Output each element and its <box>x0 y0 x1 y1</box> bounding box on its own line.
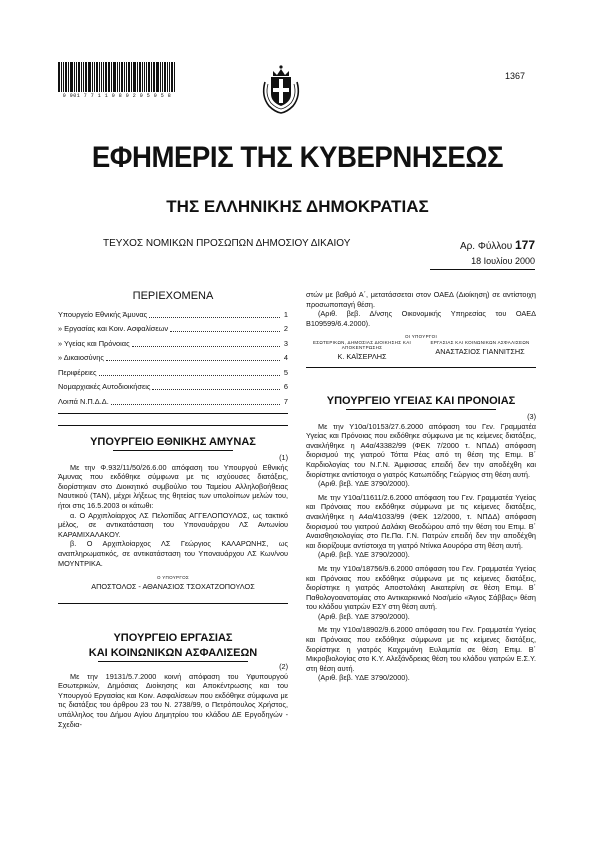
section-divider <box>58 425 288 426</box>
defense-section <box>58 425 288 604</box>
signature-title: ΟΙ ΥΠΟΥΡΓΟΙ <box>404 334 438 340</box>
labor-heading-line2: ΚΑΙ ΚΟΙΝΩΝΙΚΩΝ ΑΣΦΑΛΙΣΕΩΝ <box>88 647 258 659</box>
signature-role: ΕΣΩΤΕΡΙΚΩΝ, ΔΗΜΟΣΙΑΣ ΔΙΟΙΚΗΣΗΣ ΚΑΙ ΑΠΟΚΕΝΤΡΩΣΗΣ <box>312 340 412 351</box>
toc-row <box>58 307 288 322</box>
sheet-number: 177 <box>514 238 535 252</box>
defense-paragraph: α. Ο Αρχιπλοίαρχος ΛΣ Πελοπίδας ΑΓΓΕΛΟΠΟΥΛΟΣ, ως τακτικό μέλος, σε αντικατάσταση του Υποναυάρχου ΛΣ Αντωνίου ΚΑΡΑΜΙΧΑΛΑΚΟΥ. <box>58 510 288 539</box>
section-divider <box>58 603 288 604</box>
labor-paragraph: στών με βαθμό Α΄, μετατάσσεται στον ΟΑΕΔ (Διοίκηση) σε αντίστοιχη προσωποπαγή θέση. <box>306 290 536 309</box>
toc-divider <box>58 413 288 414</box>
signature-name: ΑΠΟΣΤΟΛΟΣ - ΑΘΑΝΑΣΙΟΣ ΤΣΟΧΑΤΖΟΠΟΥΛΟΣ <box>91 582 255 592</box>
date-underline <box>430 269 535 270</box>
toc-page: 7 <box>283 396 288 406</box>
heading-underline <box>113 450 233 451</box>
gazette-title: ΕΦΗΜΕΡΙΣ ΤΗΣ ΚΥΒΕΡΝΗΣΕΩΣ <box>91 141 504 174</box>
toc-page: 1 <box>283 309 288 319</box>
signature-role: ΕΡΓΑΣΙΑΣ ΚΑΙ ΚΟΙΝΩΝΙΚΩΝ ΑΣΦΑΛΙΣΕΩΝ <box>430 340 530 346</box>
issue-date: 18 Ιουλίου 2000 <box>471 256 535 266</box>
defense-heading: ΥΠΟΥΡΓΕΙΟ ΕΘΝΙΚΗΣ ΑΜΥΝΑΣ <box>90 436 256 448</box>
sheet-info <box>460 238 535 252</box>
toc-leader-dots <box>99 369 280 376</box>
issue-row <box>103 238 535 252</box>
toc-row <box>58 394 288 409</box>
toc-leader-dots <box>106 354 280 361</box>
toc-label: » Εργασίας και Κοιν. Ασφαλίσεων <box>58 324 169 334</box>
signature-name: ΑΝΑΣΤΑΣΙΟΣ ΓΙΑΝΝΙΤΣΗΣ <box>435 347 525 357</box>
toc-leader-dots <box>149 311 280 318</box>
health-heading: ΥΠΟΥΡΓΕΙΟ ΥΓΕΙΑΣ ΚΑΙ ΠΡΟΝΟΙΑΣ <box>326 395 516 407</box>
toc-row <box>58 365 288 380</box>
issue-series: ΤΕΥΧΟΣ ΝΟΜΙΚΩΝ ΠΡΟΣΩΠΩΝ ΔΗΜΟΣΙΟΥ ΔΙΚΑΙΟΥ <box>103 238 351 249</box>
toc-label: » Υγείας και Πρόνοιας <box>58 338 130 348</box>
toc-page: 6 <box>283 382 288 392</box>
sheet-label: Αρ. Φύλλου <box>459 241 513 252</box>
gazette-subtitle: ΤΗΣ ΕΛΛΗΝΙΚΗΣ ΔΗΜΟΚΡΑΤΙΑΣ <box>166 197 429 216</box>
health-reference: (Αριθ. βεβ. ΥΔΕ 3790/2000). <box>318 550 410 560</box>
page-number: 1367 <box>505 71 526 81</box>
barcode-number: 0 901 7 7 1 1 0 8 0 2 0 5 0 5 8 <box>62 93 172 99</box>
toc-page: 2 <box>283 324 288 334</box>
toc-label: » Δικαιοσύνης <box>58 353 104 363</box>
toc-row <box>58 336 288 351</box>
health-paragraph: Με την Υ10α/18902/9.6.2000 απόφαση του Γεν. Γραμματέα Υγείας και Πρόνοιας που εκδόθηκε σύμφωνα με τις κείμενες διατάξεις, διορίστηκε η γιατρός Καχριμάνη Ευλαμπία σε θέση Επιμ. Β΄ Μικροβιολογίας στο Κ.Υ. Αλεξάνδρειας θέση του κλάδου γιατρών Ε.Σ.Υ. στη θέση αυτή. <box>306 625 536 673</box>
barcode <box>58 62 176 92</box>
toc-page: 5 <box>283 367 288 377</box>
toc-label: Λοιπά Ν.Π.Δ.Δ. <box>58 396 109 406</box>
signature-right <box>424 340 536 361</box>
toc-row <box>58 322 288 337</box>
health-reference: (Αριθ. βεβ. ΥΔΕ 3790/2000). <box>318 673 410 683</box>
health-paragraph: Με την Υ10α/18756/9.6.2000 απόφαση του Γεν. Γραμματέα Υγείας και Πρόνοιας που εκδόθηκε σύμφωνα με τις κείμενες διατάξεις, διορίστηκε η γιατρός Αποστολάκη Αικατερίνη σε θέση Επιμ. Β΄ Παθολογοανατομίας στο Αντικαρκινικό Νοσ/μείο «Άγιος Σάββας» θέση του κλάδου γιατρών ΕΣΥ στη θέση αυτή. <box>306 563 536 612</box>
labor-reference: (Αριθ. βεβ. Δ/νσης Οικονομικής Υπηρεσίας του ΟΑΕΔ Β109599/6.4.2000). <box>306 309 536 328</box>
toc-leader-dots <box>111 398 280 405</box>
toc-label: Νομαρχιακές Αυτοδιοικήσεις <box>58 382 151 392</box>
health-paragraph: Με την Υ10α/11611/2.6.2000 απόφαση του Γεν. Γραμματέα Υγείας και Πρόνοιας που εκδόθηκε σύμφωνα με τις κείμενες διατάξεις, ανακλήθηκε η Α4α/41033/99 (ΦΕΚ 12/2000, τ. ΝΠΔΔ) απόφαση διορισμού του γιατρού Δαλάκη Θεοδώρου από την θέση του Επιμ. Β΄ Αναισθησιολογίας στο Πε.Πα. Γ.Ν. Πατρών επειδή δεν την αποδέχθη και διορίζουμε αντίστοιχα τη γιατρό Ντίνκα Αουρόρα στη θέση αυτή. <box>306 492 536 550</box>
labor-heading-line1: ΥΠΟΥΡΓΕΙΟ ΕΡΓΑΣΙΑΣ <box>113 632 233 644</box>
health-paragraph: Με την Υ10α/10153/27.6.2000 απόφαση του Γεν. Γραμματέα Υγείας και Πρόνοιας που εκδόθηκε σύμφωνα με τις κείμενες διατάξεις, ανακλήθηκε η Α4α/43382/99 (ΦΕΚ 7/2000 τ. ΝΠΔΔ) απόφαση διορισμού της γιατρού Τόττα Ρέας από τη θέση της Επιμ. Β΄ Καρδιολογίας του Ν.Γ.Ν. Άμφισσας επειδή δεν την αποδέχθη και διορίστηκε αντίστοιχα ο γιατρός Κατωπόδης Γεώργιος στη θέση αυτή. <box>306 421 536 479</box>
toc-leader-dots <box>152 383 280 390</box>
table-of-contents <box>58 307 288 409</box>
health-reference: (Αριθ. βεβ. ΥΔΕ 3790/2000). <box>318 479 410 489</box>
defense-paragraph: Με την Φ.932/11/50/26.6.00 απόφαση του Υπουργού Εθνικής Άμυνας που εκδόθηκε σύμφωνα με τις ισχύουσες διατάξεις, διορίστηκαν στο Διοικητικό συμβούλιο του Ταμείου Αλληλοβοήθειας Ναυτικού (ΤΑΝ), μέχρι λήξεως της θητείας των υπολοίπων μελών του, ήτοι στις 16.5.2003 οι κάτωθι: <box>58 462 288 510</box>
signature-block <box>306 340 536 361</box>
labor-paragraph: Με την 19131/5.7.2000 κοινή απόφαση του Υφυπουργού Εσωτερικών, Δημόσιας Διοίκησης και Αποκέντρωσης και του Υπουργού Εργασίας και Κοιν. Ασφαλίσεων που εκδόθηκε σύμφωνα με τις διατάξεις του άρθρου 23 του Ν. 2738/99, ο Πετρόπουλος Χρήστος, υπάλληλος του Δήμου Αγίου Δημητρίου του κλάδου ΔΕ Εργοδηγών - Σχεδια- <box>58 671 288 729</box>
health-section <box>306 395 536 683</box>
heading-underline <box>346 409 496 410</box>
item-number: (1) <box>279 453 288 462</box>
item-number: (3) <box>527 412 536 421</box>
labor-continued <box>306 290 536 368</box>
toc-label: Υπουργείο Εθνικής Άμυνας <box>58 309 148 319</box>
section-divider <box>306 367 536 368</box>
greek-coat-of-arms-emblem <box>259 62 303 114</box>
signature-name: Κ. ΚΑΪΣΕΡΛΗΣ <box>337 352 387 362</box>
toc-label: Περιφέρειες <box>58 367 97 377</box>
item-number: (2) <box>279 662 288 671</box>
toc-row <box>58 380 288 395</box>
labor-section <box>58 632 288 729</box>
toc-leader-dots <box>170 325 280 332</box>
toc-row <box>58 351 288 366</box>
toc-title: ΠΕΡΙΕΧΟΜΕΝΑ <box>132 290 214 302</box>
defense-paragraph: β. Ο Αρχιπλοίαρχος ΛΣ Γεώργιος ΚΑΛΑΡΩΝΗΣ, ως αναπληρωματικός, σε αντικατάσταση του Υποναυάρχου ΛΣ Κων/νου ΜΟΥΝΤΡΙΚΑ. <box>58 539 288 568</box>
health-reference: (Αριθ. βεβ. ΥΔΕ 3790/2000). <box>318 611 410 621</box>
toc-page: 3 <box>283 338 288 348</box>
signature-title: Ο ΥΠΟΥΡΓΟΣ <box>156 575 190 581</box>
toc-page: 4 <box>283 353 288 363</box>
toc-leader-dots <box>132 340 280 347</box>
signature-left <box>306 340 418 361</box>
